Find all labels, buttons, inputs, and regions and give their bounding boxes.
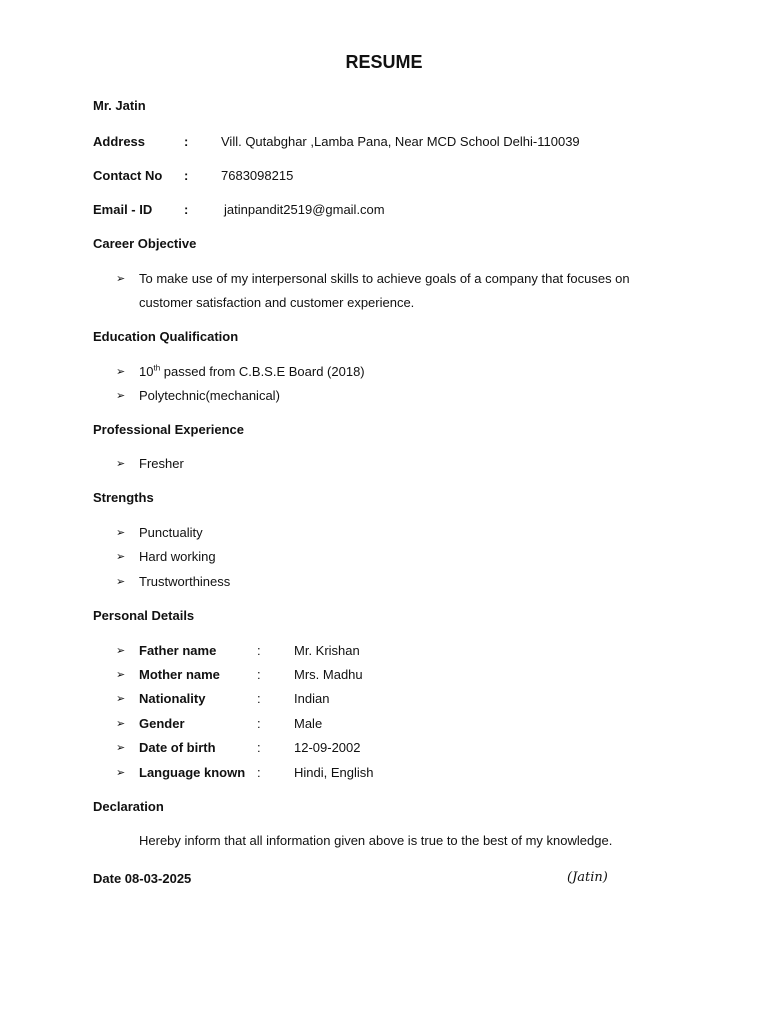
address-value: Vill. Qutabghar ,Lamba Pana, Near MCD School Delhi-110039 [221, 134, 580, 149]
arrowhead-bullet-icon: ➢ [116, 718, 126, 730]
email-separator: : [184, 202, 189, 217]
footer-date: Date 08-03-2025 [93, 871, 192, 886]
education-item-1-text: passed from C.B.S.E Board (2018) [160, 364, 365, 379]
experience-item: Fresher [139, 456, 184, 471]
arrowhead-bullet-icon: ➢ [116, 693, 126, 705]
arrowhead-bullet-icon: ➢ [116, 767, 126, 779]
father-name-label: Father name [139, 643, 217, 658]
email-label: Email - ID [93, 202, 153, 217]
career-objective-line-1: To make use of my interpersonal skills to achieve goals of a company that focuses on [139, 271, 630, 286]
father-name-value: Mr. Krishan [294, 643, 360, 658]
contact-no-separator: : [184, 168, 189, 183]
arrowhead-bullet-icon: ➢ [116, 273, 126, 285]
career-objective-line-2: customer satisfaction and customer experience. [139, 295, 415, 310]
strength-item: Punctuality [139, 525, 203, 540]
date-of-birth-value: 12-09-2002 [294, 740, 361, 755]
date-of-birth-label: Date of birth [139, 740, 216, 755]
arrowhead-bullet-icon: ➢ [116, 669, 126, 681]
strength-item: Trustworthiness [139, 574, 231, 589]
father-name-separator: : [257, 643, 261, 658]
mother-name-label: Mother name [139, 667, 220, 682]
address-separator: : [184, 134, 189, 149]
arrowhead-bullet-icon: ➢ [116, 551, 126, 563]
declaration-heading: Declaration [93, 799, 164, 814]
language-known-separator: : [257, 765, 261, 780]
gender-label: Gender [139, 716, 185, 731]
arrowhead-bullet-icon: ➢ [116, 527, 126, 539]
gender-value: Male [294, 716, 323, 731]
arrowhead-bullet-icon: ➢ [116, 645, 126, 657]
arrowhead-bullet-icon: ➢ [116, 458, 126, 470]
nationality-label: Nationality [139, 691, 206, 706]
nationality-separator: : [257, 691, 261, 706]
date-of-birth-separator: : [257, 740, 261, 755]
declaration-text: Hereby inform that all information given above is true to the best of my knowledge. [139, 833, 613, 848]
contact-no-label: Contact No [93, 168, 163, 183]
signature: (Jatin) [567, 870, 608, 885]
education-heading: Education Qualification [93, 329, 239, 344]
arrowhead-bullet-icon: ➢ [116, 366, 126, 378]
education-item-1-suffix: th [153, 363, 161, 373]
email-value: jatinpandit2519@gmail.com [224, 202, 385, 217]
mother-name-value: Mrs. Madhu [294, 667, 363, 682]
education-item-1-grade: 10 [139, 364, 154, 379]
strengths-heading: Strengths [93, 490, 154, 505]
arrowhead-bullet-icon: ➢ [116, 742, 126, 754]
education-item-2: Polytechnic(mechanical) [139, 388, 280, 403]
mother-name-separator: : [257, 667, 261, 682]
language-known-value: Hindi, English [294, 765, 374, 780]
education-item-1 [139, 364, 365, 379]
language-known-label: Language known [139, 765, 246, 780]
arrowhead-bullet-icon: ➢ [116, 576, 126, 588]
nationality-value: Indian [294, 691, 330, 706]
experience-heading: Professional Experience [93, 422, 245, 437]
candidate-name: Mr. Jatin [93, 98, 146, 113]
arrowhead-bullet-icon: ➢ [116, 390, 126, 402]
career-objective-heading: Career Objective [93, 236, 197, 251]
page-title: RESUME [345, 52, 423, 72]
personal-details-heading: Personal Details [93, 608, 195, 623]
address-label: Address [93, 134, 146, 149]
strength-item: Hard working [139, 549, 216, 564]
gender-separator: : [257, 716, 261, 731]
contact-no-value: 7683098215 [221, 168, 294, 183]
